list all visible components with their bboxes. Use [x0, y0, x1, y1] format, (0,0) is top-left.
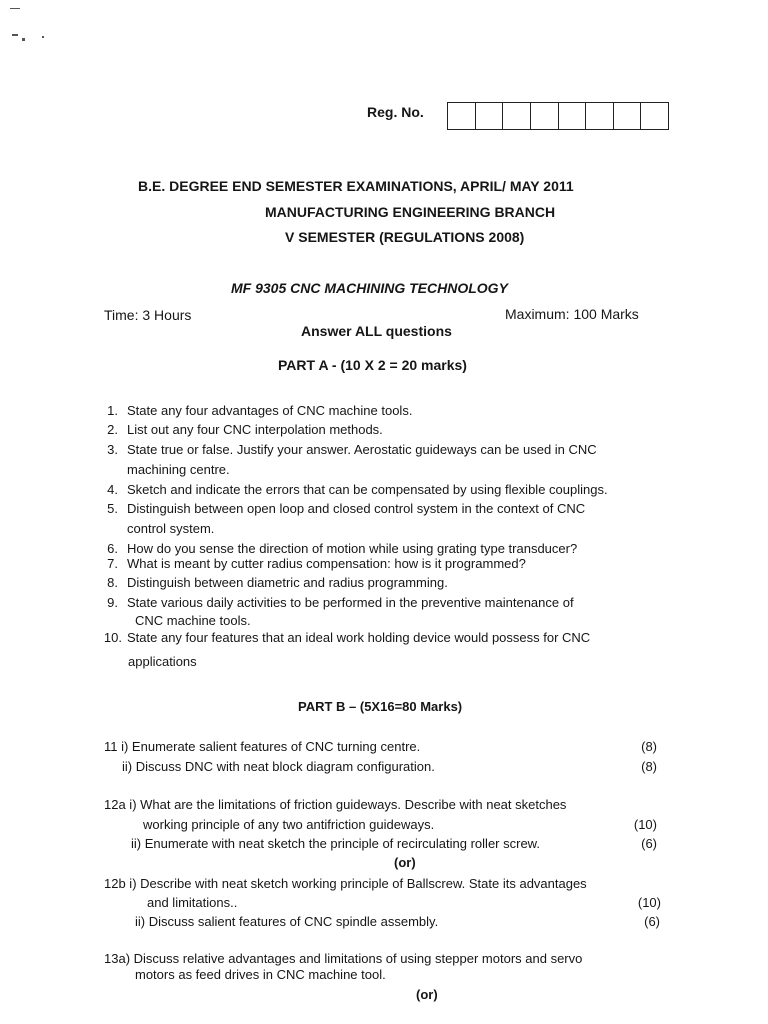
- question-text: ii) Discuss salient features of CNC spindle assembly.: [135, 914, 439, 929]
- question-number: 3.: [107, 442, 118, 457]
- question-number: 10.: [103, 630, 122, 645]
- question-text: and limitations..: [147, 895, 238, 910]
- question-number: 2.: [107, 422, 118, 437]
- question-text: motors as feed drives in CNC machine tool.: [135, 967, 386, 982]
- question-number: 7.: [107, 556, 118, 571]
- question-text: State various daily activities to be performed in the preventive maintenance of: [127, 595, 574, 610]
- question-text: ii) Enumerate with neat sketch the principle of recirculating roller screw.: [131, 836, 540, 851]
- question-text: State any four features that an ideal work holding device would possess for CNC: [127, 630, 591, 645]
- question-text: Distinguish between diametric and radius programming.: [127, 575, 448, 590]
- scan-mark: [12, 34, 18, 36]
- question-text: working principle of any two antifriction guideways.: [143, 817, 435, 832]
- scan-mark: [22, 38, 25, 41]
- question-text: List out any four CNC interpolation methods.: [127, 422, 383, 437]
- part-b-title: PART B – (5X16=80 Marks): [298, 699, 463, 714]
- reg-no-boxes: [447, 102, 669, 130]
- question-text: How do you sense the direction of motion while using grating type transducer?: [127, 541, 578, 556]
- question-number: 9.: [107, 595, 118, 610]
- question-text: Distinguish between open loop and closed control system in the context of CNC: [127, 501, 586, 516]
- question-text: 12b i) Describe with neat sketch working principle of Ballscrew. State its advantages: [104, 876, 587, 891]
- question-text: Sketch and indicate the errors that can be compensated by using flexible couplings.: [127, 482, 608, 497]
- question-number: 8.: [107, 575, 118, 590]
- question-number: 6.: [107, 541, 118, 556]
- question-marks: (6): [644, 914, 660, 929]
- question-text: ii) Discuss DNC with neat block diagram configuration.: [122, 759, 435, 774]
- branch-title: MANUFACTURING ENGINEERING BRANCH: [265, 204, 556, 220]
- course-title: MF 9305 CNC MACHINING TECHNOLOGY: [231, 280, 508, 296]
- question-text: What is meant by cutter radius compensation: how is it programmed?: [127, 556, 526, 571]
- question-number: 1.: [107, 403, 118, 418]
- or-separator: (or): [394, 855, 416, 870]
- question-number: 5.: [107, 501, 118, 516]
- question-text: applications: [128, 654, 197, 669]
- reg-no-label: Reg. No.: [367, 104, 424, 120]
- instruction: Answer ALL questions: [301, 323, 452, 339]
- question-text: 11 i) Enumerate salient features of CNC turning centre.: [104, 739, 421, 754]
- part-a-title: PART A - (10 X 2 = 20 marks): [278, 357, 467, 373]
- question-marks: (6): [641, 836, 657, 851]
- scan-mark: [42, 36, 44, 38]
- question-text: 13a) Discuss relative advantages and limitations of using stepper motors and servo: [104, 951, 583, 966]
- question-text: State true or false. Justify your answer. Aerostatic guideways can be used in CNC: [127, 442, 597, 457]
- question-marks: (10): [637, 895, 661, 910]
- question-text: 12a i) What are the limitations of friction guideways. Describe with neat sketches: [104, 797, 567, 812]
- question-marks: (10): [633, 817, 657, 832]
- question-marks: (8): [641, 759, 657, 774]
- question-marks: (8): [641, 739, 657, 754]
- question-text: control system.: [127, 521, 215, 536]
- semester-title: V SEMESTER (REGULATIONS 2008): [285, 229, 525, 245]
- time-label: Time: 3 Hours: [104, 307, 192, 323]
- question-number: 4.: [107, 482, 118, 497]
- question-text: machining centre.: [127, 462, 230, 477]
- exam-title: B.E. DEGREE END SEMESTER EXAMINATIONS, APRIL/ MAY 2011: [138, 178, 574, 194]
- question-text: CNC machine tools.: [135, 613, 251, 628]
- scan-mark: [10, 8, 20, 9]
- or-separator: (or): [416, 987, 438, 1002]
- question-text: State any four advantages of CNC machine tools.: [127, 403, 413, 418]
- max-marks-label: Maximum: 100 Marks: [505, 306, 639, 322]
